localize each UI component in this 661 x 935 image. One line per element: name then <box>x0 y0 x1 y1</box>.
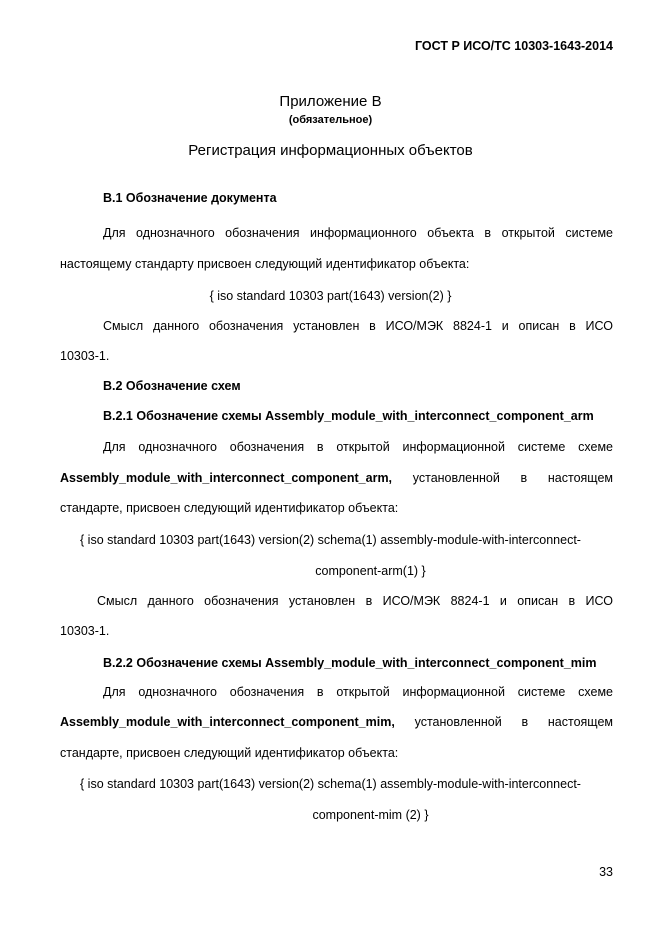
paragraph-line: стандарте, присвоен следующий идентификатор объекта: <box>60 746 399 760</box>
object-identifier: component-mim (2) } <box>312 808 429 822</box>
page-number: 33 <box>599 865 613 879</box>
paragraph-line <box>60 470 613 486</box>
paragraph-line: настоящему стандарту присвоен следующий идентификатор объекта: <box>60 257 470 271</box>
paragraph-line: Смысл данного обозначения установлен в ИСО/МЭК 8824-1 и описан в ИСО <box>103 319 613 333</box>
paragraph-line <box>60 714 613 730</box>
section-b2-heading: В.2 Обозначение схем <box>103 379 241 393</box>
paragraph-line: Для однозначного обозначения в открытой информационной системе схеме <box>103 440 613 454</box>
paragraph-line: 10303-1. <box>60 624 110 638</box>
appendix-title: Приложение В <box>279 93 382 110</box>
schema-name: Assembly_module_with_interconnect_component_mim, <box>60 715 395 729</box>
object-identifier: { iso standard 10303 part(1643) version(2) schema(1) assembly-module-with-interconnect- <box>80 533 581 547</box>
object-identifier: component-arm(1) } <box>315 564 426 578</box>
paragraph-line: стандарте, присвоен следующий идентификатор объекта: <box>60 501 399 515</box>
paragraph-line: 10303-1. <box>60 349 110 363</box>
paragraph-line: Смысл данного обозначения установлен в ИСО/МЭК 8824-1 и описан в ИСО <box>97 594 613 608</box>
document-header: ГОСТ Р ИСО/ТС 10303-1643-2014 <box>414 39 613 53</box>
object-identifier: { iso standard 10303 part(1643) version(2) schema(1) assembly-module-with-interconnect- <box>80 777 581 791</box>
section-b22-heading: В.2.2 Обозначение схемы Assembly_module_with_interconnect_component_mim <box>103 656 597 670</box>
appendix-heading: Регистрация информационных объектов <box>188 142 473 159</box>
paragraph-line: Для однозначного обозначения информационного объекта в открытой системе <box>103 226 613 240</box>
appendix-subtitle: (обязательное) <box>288 114 373 126</box>
object-identifier: { iso standard 10303 part(1643) version(2) } <box>209 289 452 303</box>
section-b1-heading: В.1 Обозначение документа <box>103 191 277 205</box>
paragraph-text: установленной в настоящем <box>414 715 613 729</box>
paragraph-text: установленной в настоящем <box>412 471 613 485</box>
section-b21-heading: В.2.1 Обозначение схемы Assembly_module_with_interconnect_component_arm <box>103 409 594 423</box>
paragraph-line: Для однозначного обозначения в открытой информационной системе схеме <box>103 685 613 699</box>
schema-name: Assembly_module_with_interconnect_component_arm, <box>60 471 393 485</box>
